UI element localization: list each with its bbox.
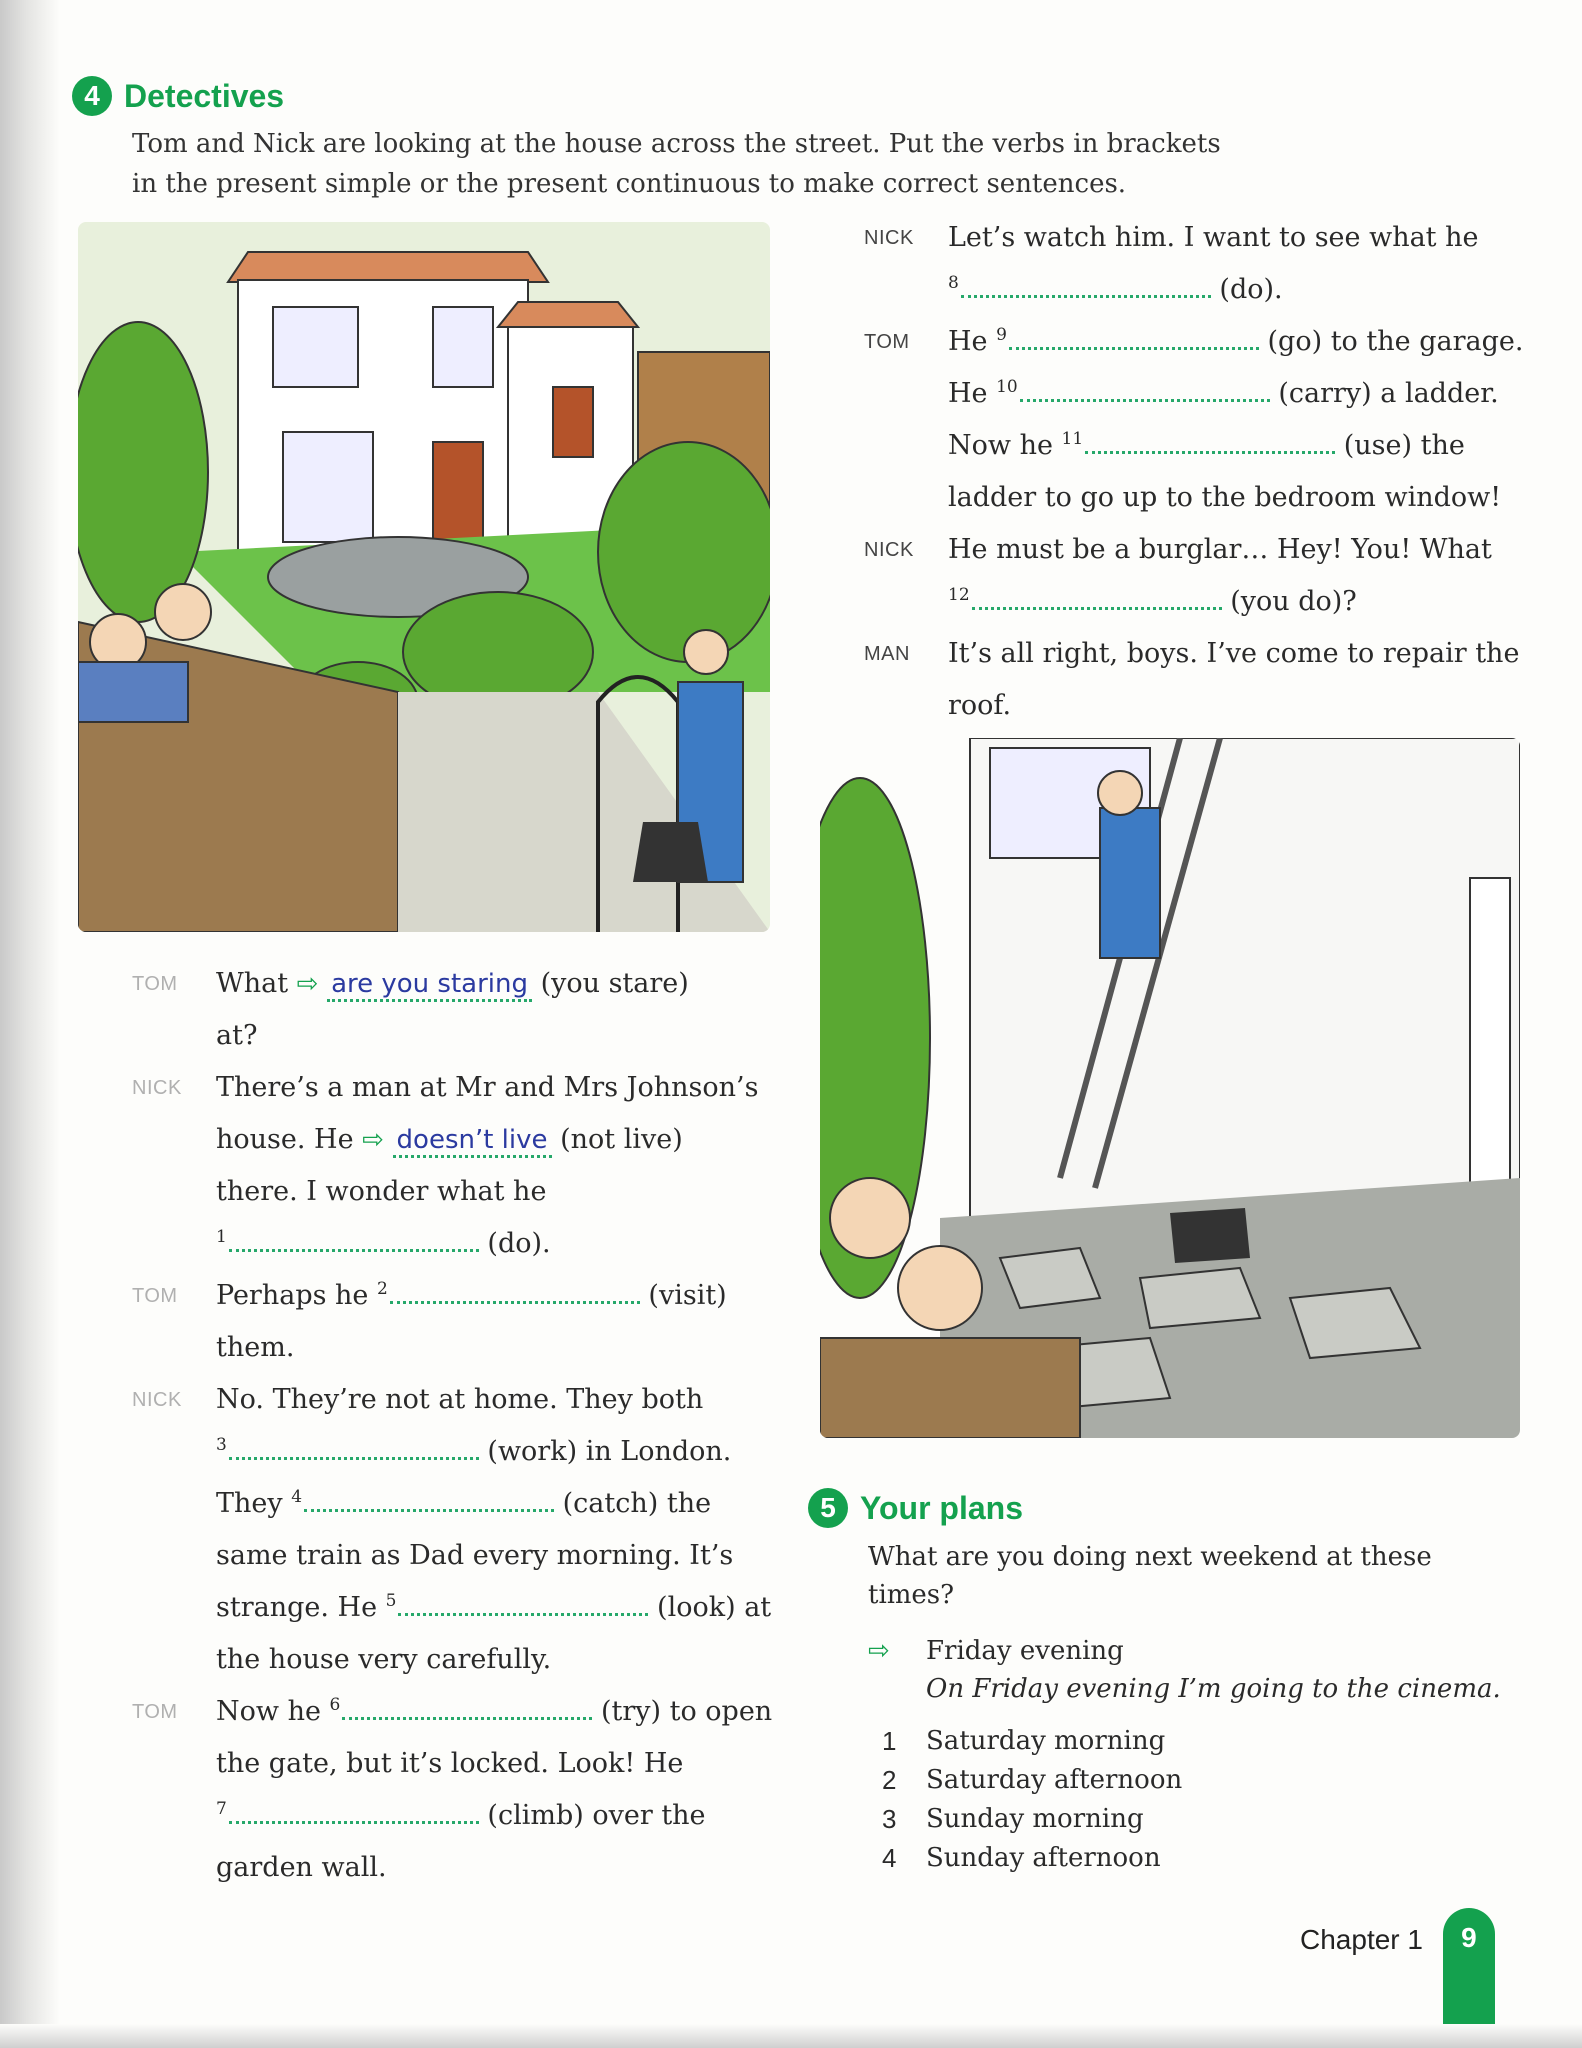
- dialogue-turn: [132, 1270, 792, 1374]
- exercise-5-number: 5: [808, 1488, 848, 1528]
- text-segment: roof.: [948, 690, 1012, 721]
- page-footer: [1300, 1908, 1495, 2026]
- text-segment: He: [948, 326, 997, 357]
- answer-gap[interactable]: [398, 1587, 648, 1616]
- plans-list: [868, 1722, 1508, 1878]
- gap-number: 6: [329, 1695, 341, 1715]
- item-number: 3: [882, 1804, 897, 1834]
- answer-gap[interactable]: [1020, 373, 1270, 402]
- verb-hint: (not live): [551, 1124, 683, 1155]
- text-segment: garden wall.: [216, 1852, 387, 1883]
- dialogue-text: [948, 316, 1523, 524]
- item-text: Saturday afternoon: [926, 1765, 1183, 1795]
- text-segment: strange. He: [216, 1592, 386, 1623]
- gap-number: 12: [948, 585, 970, 605]
- dialogue-turn: [132, 958, 792, 1062]
- list-item: [868, 1800, 1508, 1839]
- verb-hint: (do).: [1210, 274, 1283, 305]
- dialogue-turn: [132, 1062, 792, 1270]
- speaker-label: NICK: [132, 1389, 182, 1411]
- text-segment: house. He: [216, 1124, 363, 1155]
- speaker-label: NICK: [864, 539, 914, 561]
- list-item: [868, 1722, 1508, 1761]
- instruction-line: in the present simple or the present continuous to make correct sentences.: [132, 169, 1127, 199]
- dialogue-turn: [864, 212, 1524, 316]
- item-text: Sunday morning: [926, 1804, 1144, 1834]
- answer-gap[interactable]: [1009, 321, 1259, 350]
- example-answer: On Friday evening I’m going to the cinema.: [926, 1674, 1501, 1704]
- text-segment: them.: [216, 1332, 295, 1363]
- text-segment: He must be a burglar… Hey! You! What: [948, 534, 1492, 565]
- chapter-label: Chapter 1: [1300, 1924, 1423, 1955]
- answer-gap[interactable]: [390, 1275, 640, 1304]
- gap-number: 11: [1061, 429, 1084, 449]
- example-arrow-icon: ⇨: [296, 969, 319, 999]
- text-segment: ladder to go up to the bedroom window!: [948, 482, 1502, 513]
- example-answer: are you staring: [327, 969, 532, 1002]
- speaker-label: TOM: [864, 331, 910, 353]
- item-text: Saturday morning: [926, 1726, 1166, 1756]
- gap-number: 10: [996, 377, 1018, 397]
- answer-gap[interactable]: [229, 1795, 479, 1824]
- dialogue-text: [216, 1270, 727, 1374]
- item-number: 2: [882, 1765, 897, 1795]
- verb-hint: (carry) a ladder.: [1269, 378, 1499, 409]
- dialogue-text: [216, 1686, 772, 1894]
- dialogue-text: [216, 1374, 771, 1686]
- text-segment: the house very carefully.: [216, 1644, 552, 1675]
- text-segment: Now he: [948, 430, 1062, 461]
- gap-number: 9: [996, 325, 1007, 345]
- gap-number: 3: [216, 1435, 227, 1455]
- text-segment: They: [216, 1488, 292, 1519]
- text-segment: the gate, but it’s locked. Look! He: [216, 1748, 684, 1779]
- example-arrow-icon: ⇨: [362, 1125, 384, 1155]
- item-number: 1: [882, 1726, 897, 1756]
- list-item: [868, 1761, 1508, 1800]
- instruction-line: Tom and Nick are looking at the house across the street. Put the verbs in brackets: [132, 129, 1221, 159]
- book-spine-shadow: [0, 0, 60, 2048]
- verb-hint: (use) the: [1335, 430, 1465, 461]
- answer-gap[interactable]: [972, 581, 1222, 610]
- gap-number: 7: [216, 1799, 227, 1819]
- dialogue-turn: [864, 316, 1524, 524]
- text-segment: He: [948, 378, 997, 409]
- exercise-5-body: [868, 1538, 1508, 1878]
- text-segment: Let’s watch him. I want to see what he: [948, 222, 1479, 253]
- dialogue-text: [948, 628, 1519, 732]
- exercise-4-title: Detectives: [124, 77, 285, 114]
- verb-hint: (look) at: [648, 1592, 772, 1623]
- answer-gap[interactable]: [304, 1483, 554, 1512]
- item-text: Sunday afternoon: [926, 1843, 1161, 1873]
- speaker-label: NICK: [132, 1077, 182, 1099]
- house-scene-image: [78, 222, 770, 932]
- verb-hint: (you do)?: [1221, 586, 1357, 617]
- gap-number: 5: [385, 1591, 397, 1611]
- dialogue-text: [216, 958, 689, 1062]
- example-content: [926, 1632, 1501, 1708]
- verb-hint: (visit): [639, 1280, 727, 1311]
- exercise-5-example: [868, 1632, 1508, 1708]
- verb-hint: (do).: [478, 1228, 551, 1259]
- verb-hint: (climb) over the: [478, 1800, 706, 1831]
- dialogue-right: [864, 212, 1524, 732]
- exercise-5-title: Your plans: [860, 1489, 1023, 1526]
- exercise-4-instructions: [132, 124, 1221, 204]
- exercise-5-question: What are you doing next weekend at these times?: [868, 1542, 1432, 1610]
- page-number-tab: 9: [1443, 1908, 1495, 2026]
- answer-gap[interactable]: [342, 1691, 592, 1720]
- gap-number: 4: [291, 1487, 303, 1507]
- page-bottom-shadow: [0, 2024, 1582, 2048]
- example-prompt: Friday evening: [926, 1636, 1124, 1666]
- verb-hint: (try) to open: [592, 1696, 773, 1727]
- dialogue-turn: [864, 628, 1524, 732]
- item-number: 4: [882, 1843, 897, 1873]
- ladder-illustration: [820, 738, 1520, 1438]
- exercise-4-header: [72, 76, 284, 116]
- verb-hint: (work) in London.: [478, 1436, 732, 1467]
- exercise-5-header: [808, 1488, 1023, 1528]
- gap-number: 1: [216, 1227, 227, 1247]
- text-segment: there. I wonder what he: [216, 1176, 547, 1207]
- answer-gap[interactable]: [1085, 425, 1335, 454]
- example-arrow-icon: ⇨: [868, 1636, 890, 1666]
- speaker-label: TOM: [132, 973, 178, 995]
- speaker-label: NICK: [864, 227, 914, 249]
- text-segment: No. They’re not at home. They both: [216, 1384, 704, 1415]
- dialogue-text: [948, 212, 1478, 316]
- dialogue-left: [132, 958, 792, 1894]
- exercise-4-number: 4: [72, 76, 112, 116]
- verb-hint: (catch) the: [554, 1488, 712, 1519]
- text-segment: It’s all right, boys. I’ve come to repair the: [948, 638, 1520, 669]
- text-segment: same train as Dad every morning. It’s: [216, 1540, 734, 1571]
- text-segment: at?: [216, 1020, 258, 1051]
- speaker-label: MAN: [864, 643, 910, 665]
- ladder-scene-image: [820, 738, 1520, 1438]
- dialogue-text: [216, 1062, 758, 1270]
- dialogue-text: [948, 524, 1492, 628]
- dialogue-turn: [132, 1374, 792, 1686]
- list-item: [868, 1839, 1508, 1878]
- text-segment: Perhaps he: [216, 1280, 377, 1311]
- gap-number: 2: [377, 1279, 388, 1299]
- verb-hint: (go) to the garage.: [1258, 326, 1524, 357]
- answer-gap[interactable]: [961, 269, 1211, 298]
- answer-gap[interactable]: [229, 1431, 479, 1460]
- text-segment: Now he: [216, 1696, 330, 1727]
- text-segment: What: [216, 968, 297, 999]
- example-answer: doesn’t live: [393, 1125, 552, 1158]
- text-segment: There’s a man at Mr and Mrs Johnson’s: [216, 1072, 759, 1103]
- verb-hint: (you stare): [531, 968, 689, 999]
- dialogue-turn: [132, 1686, 792, 1894]
- answer-gap[interactable]: [229, 1223, 479, 1252]
- dialogue-turn: [864, 524, 1524, 628]
- speaker-label: TOM: [132, 1285, 178, 1307]
- speaker-label: TOM: [132, 1701, 178, 1723]
- house-illustration: [78, 222, 770, 932]
- gap-number: 8: [948, 273, 959, 293]
